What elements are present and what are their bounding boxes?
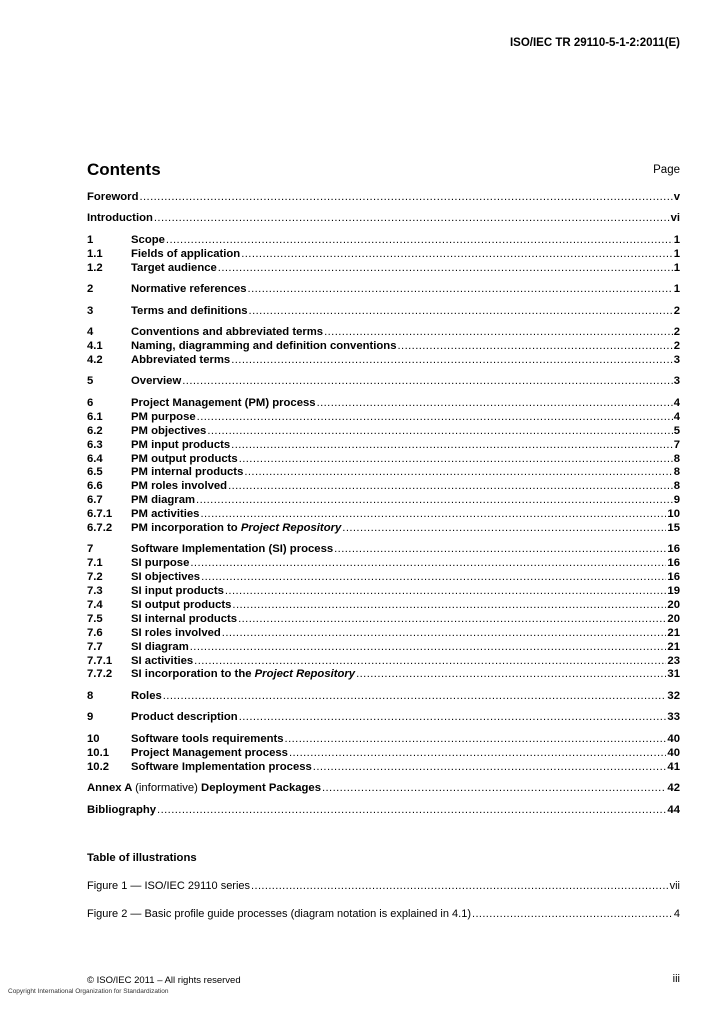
toc-entry-number: 7.1 — [87, 557, 103, 570]
toc-entry-title: Roles — [131, 689, 162, 702]
annex-note: (informative) — [135, 782, 198, 795]
toc-entry[interactable] — [87, 508, 680, 522]
toc-entry-title: SI purpose — [131, 557, 190, 570]
illustration-title: Figure 1 — ISO/IEC 29110 series — [87, 880, 251, 892]
illustration-entry[interactable] — [87, 880, 680, 894]
toc-entry-title: Overview — [131, 375, 182, 388]
toc-entry-page: 1 — [673, 261, 680, 274]
toc-entry-bibliography[interactable] — [87, 804, 680, 818]
toc-entry-page: 21 — [667, 640, 680, 653]
toc-entry-page: 8 — [673, 452, 680, 465]
toc-entry[interactable] — [87, 571, 680, 585]
toc-entry-number: 7.3 — [87, 585, 103, 598]
dot-leader — [472, 908, 673, 922]
toc-entry[interactable] — [87, 627, 680, 641]
toc-entry-title: Product description — [131, 711, 238, 724]
toc-entry-number: 7 — [87, 543, 94, 556]
toc-entry[interactable] — [87, 248, 680, 262]
toc-entry-number: 7.7.1 — [87, 654, 113, 667]
toc-entry-number: 6 — [87, 396, 94, 409]
toc-entry[interactable] — [87, 711, 680, 725]
toc-entry[interactable] — [87, 733, 680, 747]
toc-entry-title: Target audience — [131, 261, 217, 274]
toc-entry-page: 7 — [673, 438, 680, 451]
toc-entry-page: 32 — [667, 689, 680, 702]
dot-leader — [239, 711, 667, 725]
dot-leader — [231, 439, 673, 453]
toc-entry-number: 7.7 — [87, 640, 103, 653]
toc-entry-page: 19 — [667, 585, 680, 598]
toc-entry-number: 4.2 — [87, 353, 103, 366]
toc-entry-title: PM input products — [131, 438, 231, 451]
illustration-title: Figure 2 — Basic profile guide processes (diagram notation is explained in 4.1) — [87, 907, 471, 920]
toc-entry[interactable] — [87, 439, 680, 453]
toc-entry-page: 15 — [667, 521, 680, 534]
toc-entry-number: 7.2 — [87, 571, 103, 584]
dot-leader — [157, 804, 666, 818]
toc-entry-number: 2 — [87, 283, 94, 296]
toc-entry-title — [87, 782, 321, 796]
toc-entry-title-text: SI incorporation to the — [131, 668, 255, 681]
dot-leader — [334, 543, 666, 557]
dot-leader — [238, 613, 666, 627]
toc-entry-title: Scope — [131, 233, 165, 246]
illustration-page: vii — [669, 880, 680, 892]
toc-entry-number: 6.2 — [87, 424, 103, 437]
dot-leader — [196, 494, 673, 508]
dot-leader — [285, 733, 667, 747]
dot-leader — [190, 641, 667, 655]
toc-entry[interactable] — [87, 453, 680, 467]
toc-entry-number: 7.4 — [87, 599, 103, 612]
toc-entry-number: 6.7.1 — [87, 508, 113, 521]
toc-entry-page: 2 — [673, 326, 680, 339]
toc-entry-page: 3 — [673, 375, 680, 388]
toc-entry-number: 9 — [87, 711, 94, 724]
toc-entry[interactable] — [87, 326, 680, 340]
dot-leader — [251, 880, 669, 894]
toc-entry[interactable] — [87, 522, 680, 536]
dot-leader — [225, 585, 667, 599]
toc-entry-title: Introduction — [87, 212, 153, 225]
dot-leader — [182, 375, 672, 389]
footer-page-number: iii — [672, 973, 680, 985]
toc-entry-page: 40 — [667, 732, 680, 745]
toc-entry[interactable] — [87, 262, 680, 276]
toc-entry-annex[interactable] — [87, 782, 680, 796]
dot-leader — [166, 234, 673, 248]
toc-entry-page: 4 — [673, 410, 680, 423]
toc-entry[interactable] — [87, 761, 680, 775]
toc-entry-title-italic: Project Repository — [254, 668, 356, 681]
toc-entry-number: 1.2 — [87, 261, 103, 274]
toc-entry-title: SI internal products — [131, 612, 238, 625]
toc-entry[interactable] — [87, 234, 680, 248]
toc-entry[interactable] — [87, 375, 680, 389]
dot-leader — [248, 283, 673, 297]
annex-prefix: Annex A — [87, 782, 132, 795]
toc-entry-number: 10.2 — [87, 760, 109, 773]
toc-entry-page: vi — [670, 212, 680, 225]
toc-entry-number: 7.5 — [87, 612, 103, 625]
toc-entry[interactable] — [87, 585, 680, 599]
toc-entry-title: SI roles involved — [131, 626, 221, 639]
dot-leader — [207, 425, 672, 439]
toc-entry-page: v — [673, 191, 680, 203]
toc-entry-number: 5 — [87, 375, 94, 388]
toc-entry-page: 23 — [667, 654, 680, 667]
toc-entry-page: 20 — [667, 612, 680, 625]
toc-entry-number: 4 — [87, 326, 94, 339]
footer-copyright: © ISO/IEC 2011 – All rights reserved — [87, 975, 241, 986]
toc-entry[interactable] — [87, 613, 680, 627]
toc-entry-page: 10 — [667, 508, 680, 521]
illustrations-title: Table of illustrations — [87, 852, 197, 864]
toc-entry[interactable] — [87, 543, 680, 557]
toc-entry-page: 33 — [667, 711, 680, 724]
toc-entry-title: Fields of application — [131, 247, 241, 260]
toc-entry-page: 4 — [673, 396, 680, 409]
toc-entry-number: 6.7 — [87, 494, 103, 507]
toc-entry[interactable] — [87, 557, 680, 571]
toc-entry-title: SI input products — [131, 585, 224, 598]
dot-leader — [289, 747, 666, 761]
toc-entry-number: 7.7.2 — [87, 668, 113, 681]
contents-title: Contents — [87, 160, 161, 179]
toc-entry-number: 6.7.2 — [87, 521, 113, 534]
illustrations-list — [87, 880, 680, 922]
toc-entry-page: 40 — [667, 746, 680, 759]
toc-entry[interactable] — [87, 340, 680, 354]
toc-entry-number: 8 — [87, 689, 94, 702]
toc-entry-title: PM purpose — [131, 410, 196, 423]
toc-entry-number: 6.3 — [87, 438, 103, 451]
dot-leader — [190, 557, 666, 571]
dot-leader — [197, 411, 673, 425]
toc-entry[interactable] — [87, 494, 680, 508]
toc-entry[interactable] — [87, 212, 680, 226]
toc-entry-title — [131, 522, 341, 536]
dot-leader — [228, 480, 673, 494]
toc-entry[interactable] — [87, 425, 680, 439]
toc-entry-title: Conventions and abbreviated terms — [131, 326, 324, 339]
toc-entry-page: 20 — [667, 599, 680, 612]
dot-leader — [324, 326, 673, 340]
toc-entry-title: PM objectives — [131, 424, 207, 437]
toc-entry-title: Project Management process — [131, 746, 288, 759]
toc-entry[interactable] — [87, 747, 680, 761]
document-id-header: ISO/IEC TR 29110-5-1-2:2011(E) — [509, 37, 680, 49]
toc-entry[interactable] — [87, 480, 680, 494]
toc-entry-page: 21 — [667, 626, 680, 639]
toc-entry-page: 8 — [673, 466, 680, 479]
dot-leader — [154, 212, 670, 226]
toc-entry-title: SI output products — [131, 599, 232, 612]
toc-entry-number: 6.4 — [87, 452, 103, 465]
toc-entry[interactable] — [87, 690, 680, 704]
toc-entry-page: 44 — [667, 803, 680, 816]
dot-leader — [313, 761, 667, 775]
toc-entry-number: 6.6 — [87, 480, 103, 493]
toc-entry-page: 5 — [673, 424, 680, 437]
dot-leader — [222, 627, 667, 641]
illustration-page: 4 — [673, 907, 680, 920]
dot-leader — [356, 668, 666, 682]
toc-entry[interactable] — [87, 641, 680, 655]
toc-entry-number: 6.5 — [87, 466, 103, 479]
toc-entry[interactable] — [87, 354, 680, 368]
toc-entry-title: PM diagram — [131, 494, 196, 507]
toc-entry-number: 4.1 — [87, 340, 103, 353]
toc-entry-title: PM activities — [131, 508, 200, 521]
toc-entry[interactable] — [87, 283, 680, 297]
page-column-label: Page — [653, 164, 680, 176]
toc-entry-title: Bibliography — [87, 803, 157, 816]
toc-entry-page: 3 — [673, 353, 680, 366]
toc-entry-title: PM output products — [131, 452, 238, 465]
toc-entry-page: 31 — [667, 668, 680, 681]
toc-entry-number: 3 — [87, 304, 94, 317]
toc-entry-page: 1 — [673, 283, 680, 296]
dot-leader — [342, 522, 666, 536]
dot-leader — [239, 453, 673, 467]
toc-entry-title: SI objectives — [131, 571, 201, 584]
toc-entry-title-text: PM incorporation to — [131, 521, 241, 534]
toc-entry-title: Software Implementation (SI) process — [131, 543, 334, 556]
toc-entry-number: 10 — [87, 732, 100, 745]
toc-entry-page: 9 — [673, 494, 680, 507]
copyright-notice: Copyright International Organization for Standardization — [8, 988, 169, 995]
dot-leader — [244, 466, 672, 480]
toc-entry[interactable] — [87, 655, 680, 669]
toc-entry-title: Project Management (PM) process — [131, 396, 316, 409]
dot-leader — [232, 599, 666, 613]
dot-leader — [249, 305, 673, 319]
toc-entry-page: 16 — [667, 571, 680, 584]
toc-entry[interactable] — [87, 466, 680, 480]
toc-entry[interactable] — [87, 411, 680, 425]
toc-entry-title-italic: Project Repository — [240, 521, 342, 534]
toc-entry-page: 16 — [667, 543, 680, 556]
illustration-entry[interactable] — [87, 908, 680, 922]
toc-entry-title: Software Implementation process — [131, 760, 312, 773]
toc-entry-title: Abbreviated terms — [131, 353, 231, 366]
toc-entry-page: 1 — [673, 233, 680, 246]
toc-entry-title: PM roles involved — [131, 480, 228, 493]
toc-entry[interactable] — [87, 305, 680, 319]
toc-entry-page: 1 — [673, 247, 680, 260]
toc-entry-title: SI activities — [131, 654, 194, 667]
toc-entry-number: 7.6 — [87, 626, 103, 639]
toc-entry[interactable] — [87, 668, 680, 682]
dot-leader — [231, 354, 673, 368]
toc-entry[interactable] — [87, 397, 680, 411]
toc-entry-number: 1.1 — [87, 247, 103, 260]
toc-entry-page: 8 — [673, 480, 680, 493]
toc-entry-number: 1 — [87, 233, 94, 246]
toc-entry[interactable] — [87, 191, 680, 205]
toc-entry-page: 2 — [673, 304, 680, 317]
toc-entry-number: 6.1 — [87, 410, 103, 423]
toc-entry-title: Naming, diagramming and definition conventions — [131, 340, 397, 353]
annex-title: Deployment Packages — [201, 782, 321, 795]
toc-entry-title: PM internal products — [131, 466, 244, 479]
toc-entry-page: 16 — [667, 557, 680, 570]
toc-entry[interactable] — [87, 599, 680, 613]
dot-leader — [241, 248, 672, 262]
dot-leader — [200, 508, 666, 522]
table-of-contents — [87, 191, 680, 818]
toc-entry-title: Terms and definitions — [131, 304, 248, 317]
toc-entry-title: Software tools requirements — [131, 732, 284, 745]
dot-leader — [201, 571, 666, 585]
dot-leader — [398, 340, 673, 354]
dot-leader — [218, 262, 673, 276]
toc-entry-number: 10.1 — [87, 746, 109, 759]
dot-leader — [317, 397, 673, 411]
dot-leader — [194, 655, 666, 669]
toc-entry-title: Foreword — [87, 191, 139, 203]
dot-leader — [322, 782, 666, 796]
dot-leader — [139, 191, 672, 205]
toc-entry-page: 41 — [667, 760, 680, 773]
toc-entry-title: SI diagram — [131, 640, 189, 653]
toc-entry-title — [131, 668, 355, 682]
toc-entry-title: Normative references — [131, 283, 247, 296]
dot-leader — [163, 690, 667, 704]
toc-entry-page: 42 — [667, 782, 680, 795]
toc-entry-page: 2 — [673, 340, 680, 353]
